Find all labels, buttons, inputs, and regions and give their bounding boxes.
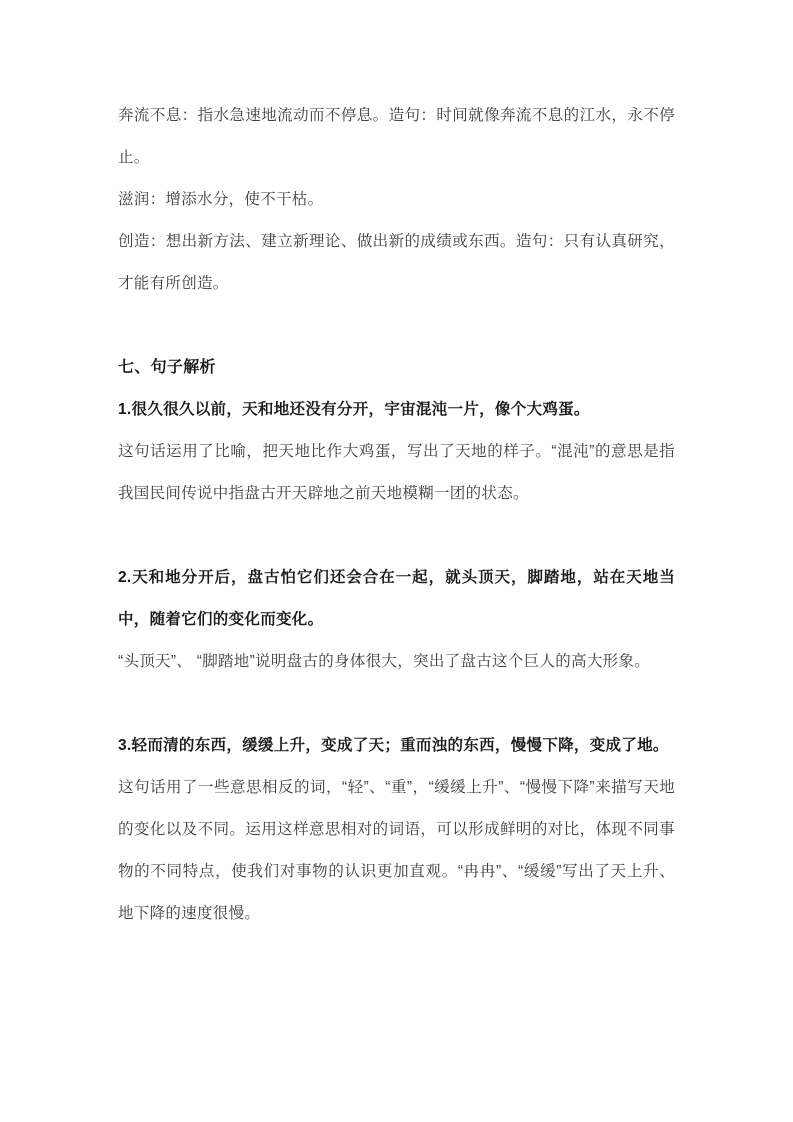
definition-benliubuxi: 奔流不息：指水急速地流动而不停息。造句：时间就像奔流不息的江水，永不停止。 (118, 107, 675, 166)
section-heading-sentence-analysis: 七、句子解析 (118, 359, 216, 376)
definition-chuangzao: 创造：想出新方法、建立新理论、做出新的成绩或东西。造句：只有认真研究，才能有所创造。 (118, 233, 675, 292)
section-gap (118, 305, 675, 347)
section-gap (118, 683, 675, 725)
sentence-1-analysis: 这句话运用了比喻，把天地比作大鸡蛋，写出了天地的样子。“混沌”的意思是指我国民间传说中指盘古开天辟地之前天地模糊一团的状态。 (118, 443, 675, 502)
definition-zirun: 滋润：增添水分，使不干枯。 (118, 191, 324, 208)
section-gap (118, 515, 675, 557)
sentence-3-analysis: 这句话用了一些意思相反的词，“轻”、“重”，“缓缓上升”、“慢慢下降”来描写天地的变化以及不同。运用这样意思相对的词语，可以形成鲜明的对比，体现不同事物的不同特点，使我们对事物的认识更加直观。“冉冉”、“缓缓”写出了天上升、地下降的速度很慢。 (118, 779, 675, 922)
sentence-2-analysis: “头顶天”、 “脚踏地”说明盘古的身体很大，突出了盘古这个巨人的高大形象。 (118, 653, 651, 670)
sentence-2: 2.天和地分开后，盘古怕它们还会合在一起，就头顶天，脚踏地，站在天地当中，随着它们的变化而变化。 (118, 569, 675, 628)
sentence-3: 3.轻而清的东西，缓缓上升，变成了天；重而浊的东西，慢慢下降，变成了地。 (118, 737, 669, 754)
sentence-1: 1.很久很久以前，天和地还没有分开，宇宙混沌一片，像个大鸡蛋。 (118, 401, 590, 418)
